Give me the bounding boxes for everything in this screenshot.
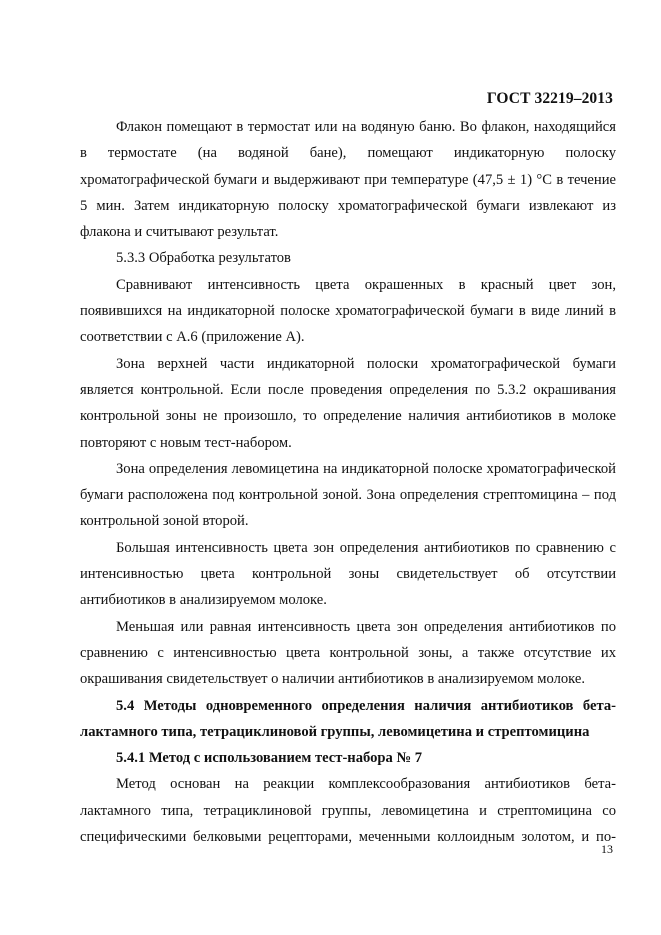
section-heading-5-4: 5.4 Методы одновременного определения наличия антибиотиков бета-лактамного типа, тетрациклиновой группы, левомицетина и стрептомицина	[80, 697, 616, 740]
document-body	[80, 114, 616, 850]
paragraph-detection-zones: Зона определения левомицетина на индикаторной полоске хроматографической бумаги расположена под контрольной зоной. Зона определения стрептомицина – под контрольной зоной второй.	[80, 460, 616, 530]
section-heading-5-3-3: 5.3.3 Обработка результатов	[116, 250, 291, 267]
paragraph-control-zone: Зона верхней части индикаторной полоски хроматографической бумаги является контрольной. Если после проведения определения по 5.3.2 окрашивания контрольной зоны не произошло, то определение наличия антибиотиков в молоке повторяют с новым тест-набором.	[80, 355, 616, 451]
page-number: 13	[601, 842, 613, 856]
paragraph-flask-procedure: Флакон помещают в термостат или на водяную баню. Во флакон, находящийся в термостате (на водяной бане), помещают индикаторную полоску хроматографической бумаги и выдерживают при температуре (47,5 ± 1) °С в течение 5 мин. Затем индикаторную полоску хроматографической бумаги извлекают из флакона и считывают результат.	[80, 119, 616, 241]
section-heading-5-4-1: 5.4.1 Метод с использованием тест-набора № 7	[116, 750, 423, 767]
paragraph-greater-intensity: Большая интенсивность цвета зон определения антибиотиков по сравнению с интенсивностью цвета контрольной зоны свидетельствует об отсутствии антибиотиков в анализируемом молоке.	[80, 539, 616, 609]
paragraph-method-basis: Метод основан на реакции комплексообразования антибиотиков бета-лактамного типа, тетрациклиновой группы, левомицетина и стрептомицина со специфическими белковыми рецепторами, меченными коллоидным золотом, и по-	[80, 776, 616, 846]
paragraph-lesser-intensity: Меньшая или равная интенсивность цвета зон определения антибиотиков по сравнению с интенсивностью цвета контрольной зоны, а также отсутствие их окрашивания свидетельствует о наличии антибиотиков в анализируемом молоке.	[80, 618, 616, 688]
paragraph-compare-intensity: Сравнивают интенсивность цвета окрашенных в красный цвет зон, появившихся на индикаторной полоске хроматографической бумаги в виде линий в соответствии с А.6 (приложение А).	[80, 276, 616, 346]
standard-header: ГОСТ 32219–2013	[486, 90, 613, 107]
